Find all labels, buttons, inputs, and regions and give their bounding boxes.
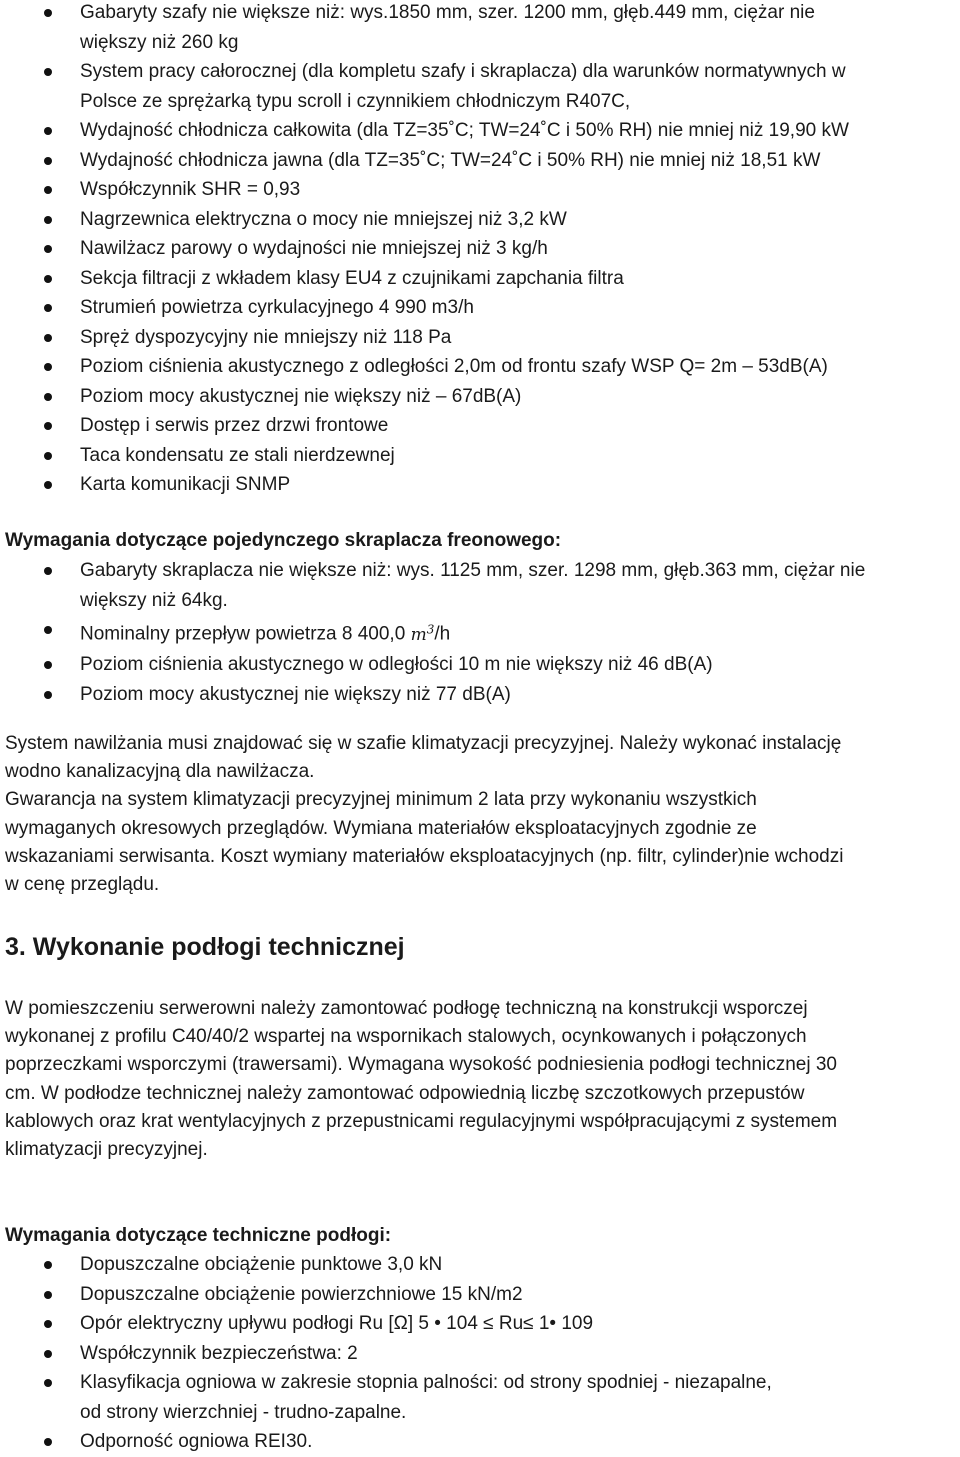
list-item: Karta komunikacji SNMP: [0, 470, 960, 500]
list-item: Poziom ciśnienia akustycznego w odległości 10 m nie większy niż 46 dB(A): [0, 650, 960, 680]
bullet-icon: [44, 186, 52, 194]
condenser-spec-list: [0, 556, 960, 709]
list-item: Dopuszczalne obciążenie punktowe 3,0 kN: [0, 1250, 960, 1280]
bullet-icon: [44, 127, 52, 135]
list-item: Poziom mocy akustycznej nie większy niż 77 dB(A): [0, 680, 960, 710]
list-item: Współczynnik SHR = 0,93: [0, 175, 960, 205]
bullet-icon: [44, 1438, 52, 1446]
list-item: Sekcja filtracji z wkładem klasy EU4 z czujnikami zapchania filtra: [0, 264, 960, 294]
bullet-icon: [44, 363, 52, 371]
list-item: System pracy całorocznej (dla kompletu szafy i skraplacza) dla warunków normatywnych w Polsce ze sprężarką typu scroll i czynnikiem chłodniczym R407C,: [0, 57, 960, 116]
floor-spec-list: [0, 1250, 960, 1457]
bullet-icon: [44, 691, 52, 699]
section-title: 3. Wykonanie podłogi technicznej: [5, 933, 405, 961]
bullet-icon: [44, 481, 52, 489]
bullet-icon: [44, 1291, 52, 1299]
bullet-icon: [44, 216, 52, 224]
bullet-icon: [44, 567, 52, 575]
condenser-heading: Wymagania dotyczące pojedynczego skraplacza freonowego:: [5, 530, 562, 551]
bullet-icon: [44, 1320, 52, 1328]
list-item: Strumień powietrza cyrkulacyjnego 4 990 m3/h: [0, 293, 960, 323]
bullet-icon: [44, 393, 52, 401]
bullet-icon: [44, 68, 52, 76]
list-item: Wydajność chłodnicza jawna (dla TZ=35˚C; TW=24˚C i 50% RH) nie mniej niż 18,51 kW: [0, 146, 960, 176]
bullet-icon: [44, 626, 52, 634]
floor-heading: Wymagania dotyczące techniczne podłogi:: [5, 1225, 392, 1246]
list-item: Klasyfikacja ogniowa w zakresie stopnia palności: od strony spodniej - niezapalne, od strony wierzchniej - trudno-zapalne.: [0, 1368, 960, 1427]
list-item: Nominalny przepływ powietrza 8 400,0 $m^3/h$: [0, 615, 960, 650]
bullet-icon: [44, 1261, 52, 1269]
list-item: Wydajność chłodnicza całkowita (dla TZ=35˚C; TW=24˚C i 50% RH) nie mniej niż 19,90 kW: [0, 116, 960, 146]
list-item: Dostęp i serwis przez drzwi frontowe: [0, 411, 960, 441]
list-item: Opór elektryczny upływu podłogi Ru [Ω] 5 • 104 ≤ Ru≤ 1• 109: [0, 1309, 960, 1339]
bullet-icon: [44, 157, 52, 165]
bullet-icon: [44, 9, 52, 17]
raised-floor-paragraph: W pomieszczeniu serwerowni należy zamontować podłogę techniczną na konstrukcji wsporczej wykonanej z profilu C40/40/2 wspartej na wspornikach stalowych, ocynkowanych i połączonych poprzeczkami wsporczymi (trawersami). Wymagana wysokość podniesienia podłogi technicznej 30 cm. W podłodze technicznej należy zamontować odpowiednią liczbę szczotkowych przepustów kablowych oraz krat wentylacyjnych z przepustnicami regulacyjnymi współpracującymi z systemem klimatyzacji precyzyjnej.: [5, 998, 838, 1161]
list-item: Poziom mocy akustycznej nie większy niż – 67dB(A): [0, 382, 960, 412]
cabinet-spec-list: [0, 0, 960, 500]
m3-unit-formula: $m^3$: [410, 622, 435, 645]
bullet-icon: [44, 661, 52, 669]
bullet-icon: [44, 334, 52, 342]
list-item: Współczynnik bezpieczeństwa: 2: [0, 1339, 960, 1369]
bullet-icon: [44, 275, 52, 283]
bullet-icon: [44, 1350, 52, 1358]
bullet-icon: [44, 1379, 52, 1387]
list-item: Gabaryty szafy nie większe niż: wys.1850 mm, szer. 1200 mm, głęb.449 mm, ciężar nie większy niż 260 kg: [0, 0, 960, 57]
list-item: Gabaryty skraplacza nie większe niż: wys. 1125 mm, szer. 1298 mm, głęb.363 mm, ciężar nie większy niż 64kg.: [0, 556, 960, 615]
bullet-icon: [44, 422, 52, 430]
list-item: Spręż dyspozycyjny nie mniejszy niż 118 Pa: [0, 323, 960, 353]
list-item: Poziom ciśnienia akustycznego z odległości 2,0m od frontu szafy WSP Q= 2m – 53dB(A): [0, 352, 960, 382]
bullet-icon: [44, 304, 52, 312]
list-item: Nagrzewnica elektryczna o mocy nie mniejszej niż 3,2 kW: [0, 205, 960, 235]
humidifier-warranty-paragraph: System nawilżania musi znajdować się w szafie klimatyzacji precyzyjnej. Należy wykonać instalację wodno kanalizacyjną dla nawilżacza. Gwarancja na system klimatyzacji precyzyjnej minimum 2 lata przy wykonaniu wszystkich wymaganych okresowych przeglądów. Wymiana materiałów eksploatacyjnych zgodnie ze wskazaniami serwisanta. Koszt wymiany materiałów eksploatacyjnych (np. filtr, cylinder)nie wchodzi w cenę przeglądu.: [5, 733, 844, 896]
bullet-icon: [44, 452, 52, 460]
list-item: Dopuszczalne obciążenie powierzchniowe 15 kN/m2: [0, 1280, 960, 1310]
list-item: Odporność ogniowa REI30.: [0, 1427, 960, 1457]
list-item: Nawilżacz parowy o wydajności nie mniejszej niż 3 kg/h: [0, 234, 960, 264]
bullet-icon: [44, 245, 52, 253]
list-item: Taca kondensatu ze stali nierdzewnej: [0, 441, 960, 471]
